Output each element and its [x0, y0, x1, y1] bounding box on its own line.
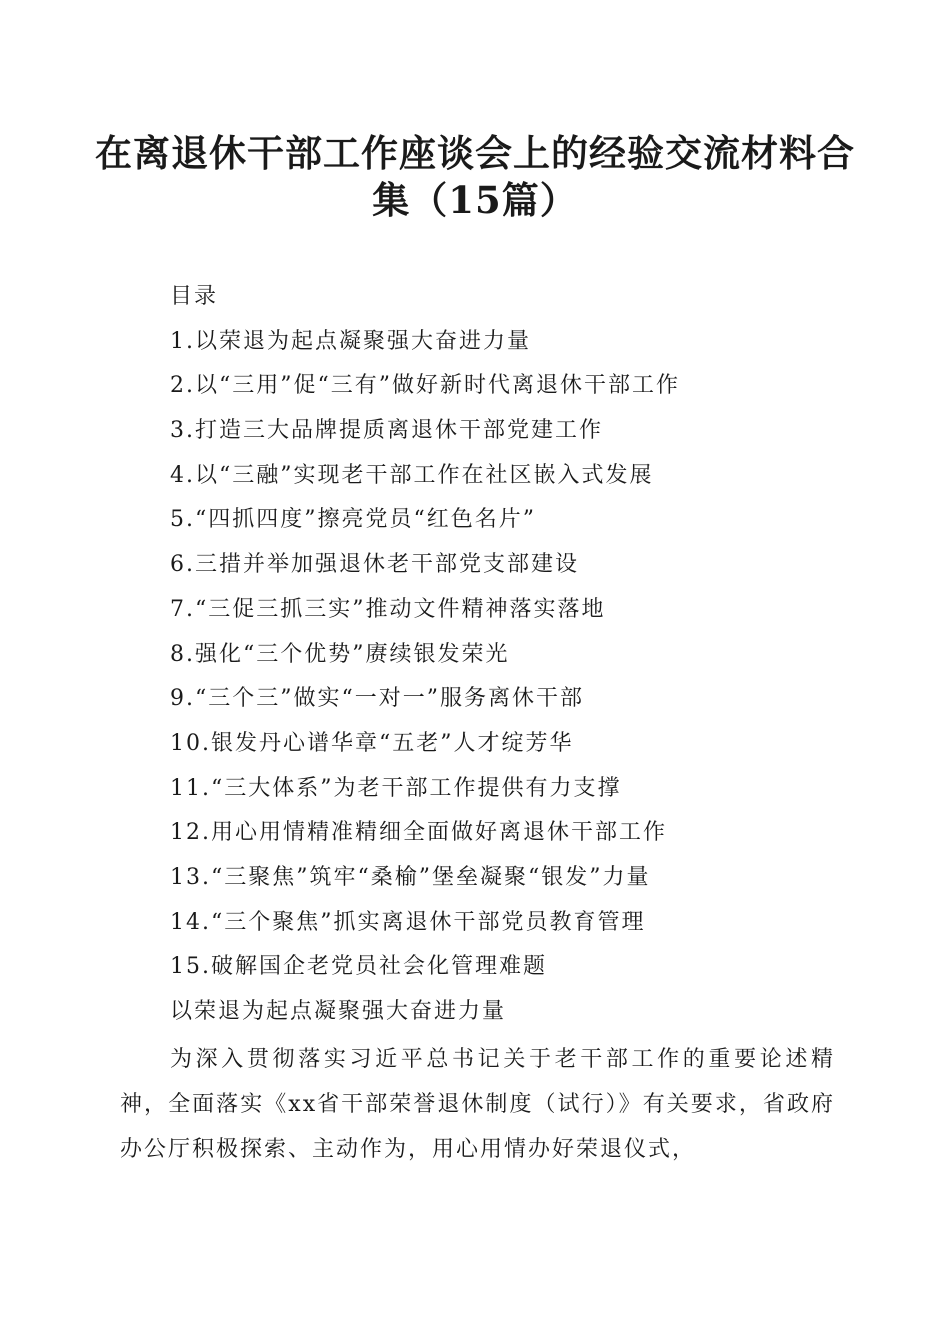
section-heading: 以荣退为起点凝聚强大奋进力量	[170, 999, 507, 1024]
table-of-contents	[170, 277, 870, 992]
toc-item: 8.强化“三个优势”赓续银发荣光	[170, 641, 510, 667]
toc-item: 6.三措并举加强退休老干部党支部建设	[170, 552, 579, 578]
body-paragraph: 为深入贯彻落实习近平总书记关于老干部工作的重要论述精神，全面落实《xx省干部荣誉退休制度（试行）》有关要求，省政府办公厅积极探索、主动作为，用心用情办好荣退仪式，	[120, 1047, 835, 1162]
toc-item: 13.“三聚焦”筑牢“桑榆”堡垒凝聚“银发”力量	[170, 864, 651, 890]
toc-heading: 目录	[170, 284, 219, 309]
toc-item: 15.破解国企老党员社会化管理难题	[170, 954, 547, 980]
toc-item: 7.“三促三抓三实”推动文件精神落实落地	[170, 596, 606, 622]
toc-item: 10.银发丹心谱华章“五老”人才绽芳华	[170, 730, 574, 756]
document-title-line-1: 在离退休干部工作座谈会上的经验交流材料合	[95, 131, 855, 175]
toc-item: 1.以荣退为起点凝聚强大奋进力量	[170, 328, 531, 354]
toc-item: 5.“四抓四度”擦亮党员“红色名片”	[170, 507, 536, 533]
document-title	[90, 130, 860, 224]
toc-item: 2.以“三用”促“三有”做好新时代离退休干部工作	[170, 373, 680, 399]
document-title-line-2: 集（15篇）	[372, 178, 578, 222]
toc-item: 14.“三个聚焦”抓实离退休干部党员教育管理	[170, 909, 646, 935]
toc-list	[170, 322, 870, 992]
toc-item: 3.打造三大品牌提质离退休干部党建工作	[170, 418, 603, 444]
toc-item: 11.“三大体系”为老干部工作提供有力支撑	[170, 775, 622, 801]
toc-item: 9.“三个三”做实“一对一”服务离休干部	[170, 686, 584, 712]
toc-item: 4.以“三融”实现老干部工作在社区嵌入式发展	[170, 462, 654, 488]
toc-item: 12.用心用情精准精细全面做好离退休干部工作	[170, 820, 667, 846]
